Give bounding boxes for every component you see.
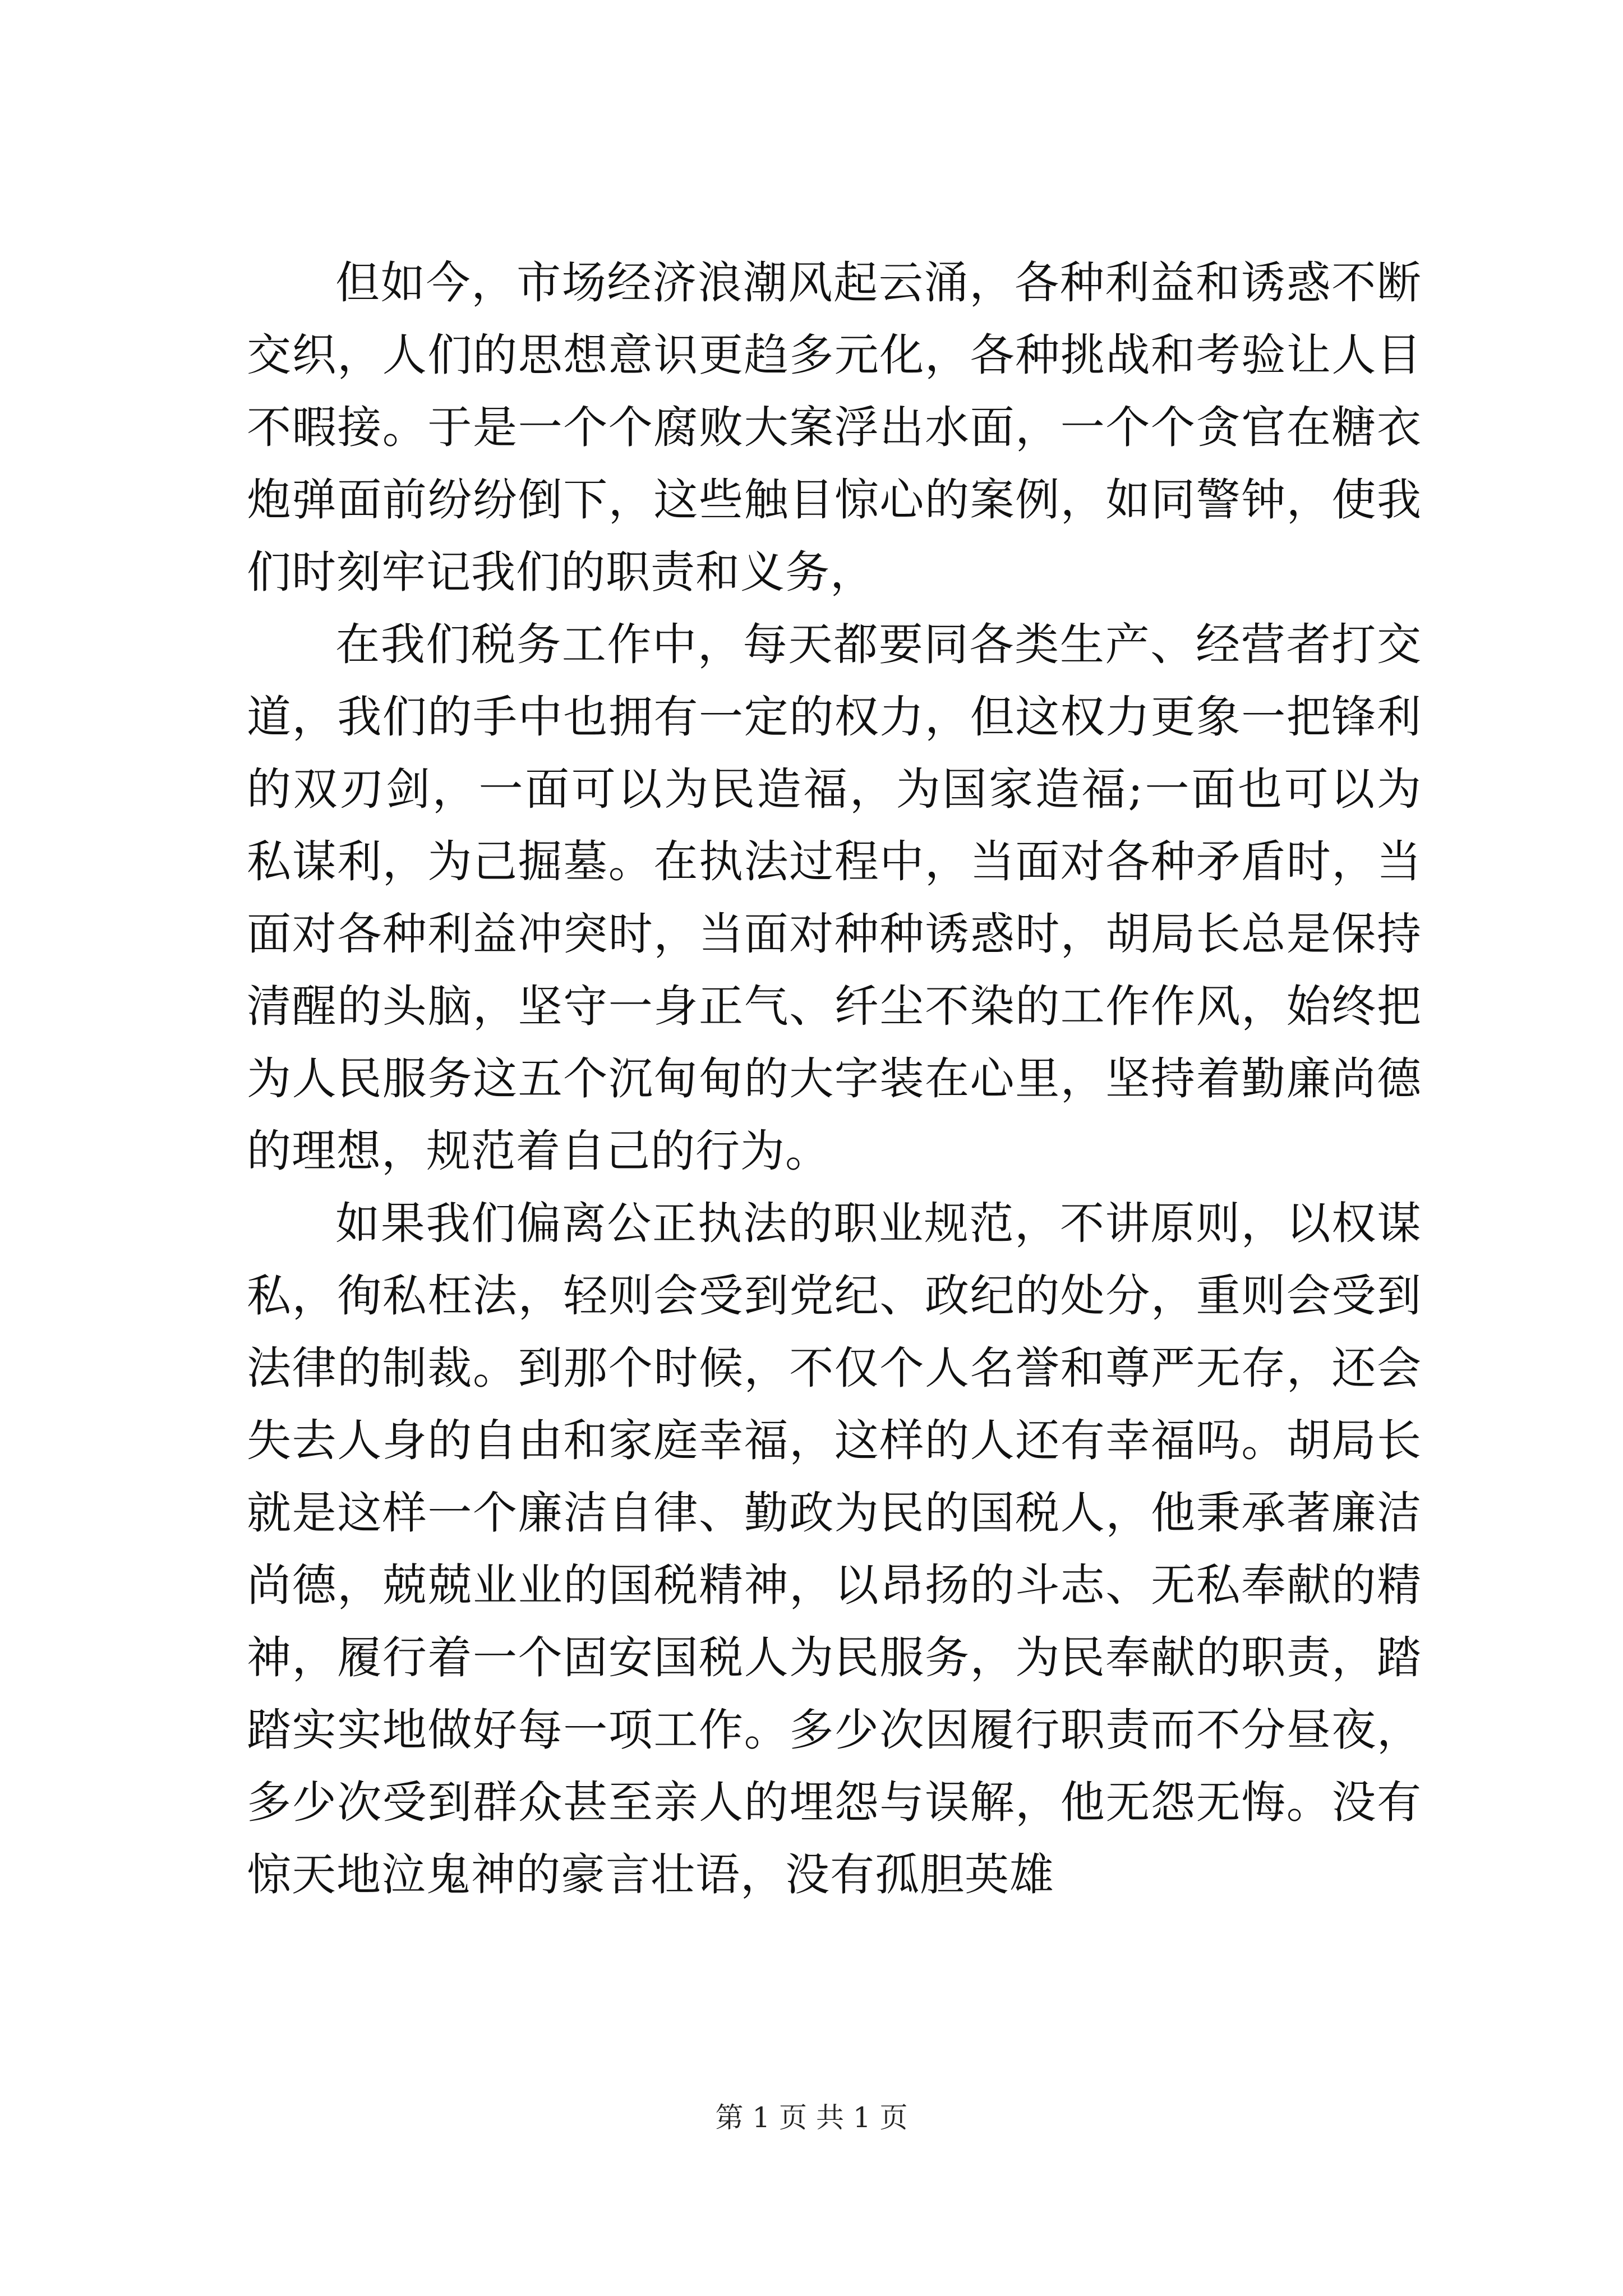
page-footer: 第 1 页 共 1 页 (715, 2101, 908, 2134)
paragraph-3: 如果我们偏离公正执法的职业规范，不讲原则，以权谋私，徇私枉法，轻则会受到党纪、政纪的处分，重则会受到法律的制裁。到那个时候，不仅个人名誉和尊严无存，还会失去人身的自由和家庭幸福，这样的人还有幸福吗。胡局长就是这样一个廉洁自律、勤政为民的国税人，他秉承著廉洁尚德，兢兢业业的国税精神，以昂扬的斗志、无私奉献的精神，履行着一个固安国税人为民服务，为民奉献的职责，踏踏实实地做好每一项工作。多少次因履行职责而不分昼夜，多少次受到群众甚至亲人的埋怨与误解，他无怨无悔。没有惊天地泣鬼神的豪言壮语，没有孤胆英雄 (247, 1198, 1422, 1901)
paragraph-1: 但如今，市场经济浪潮风起云涌，各种利益和诱惑不断交织，人们的思想意识更趋多元化，各种挑战和考验让人目不暇接。于是一个个腐败大案浮出水面，一个个贪官在糖衣炮弹面前纷纷倒下，这些触目惊心的案例，如同警钟，使我们时刻牢记我们的职责和义务， (247, 257, 1422, 598)
document-body (247, 247, 1422, 1911)
paragraph-2: 在我们税务工作中，每天都要同各类生产、经营者打交道，我们的手中也拥有一定的权力，但这权力更象一把锋利的双刃剑，一面可以为民造福，为国家造福;一面也可以为私谋利，为己掘墓。在执法过程中，当面对各种矛盾时，当面对各种利益冲突时，当面对种种诱惑时，胡局长总是保持清醒的头脑，坚守一身正气、纤尘不染的工作作风，始终把为人民服务这五个沉甸甸的大字装在心里，坚持着勤廉尚德的理想，规范着自己的行为。 (247, 619, 1422, 1177)
